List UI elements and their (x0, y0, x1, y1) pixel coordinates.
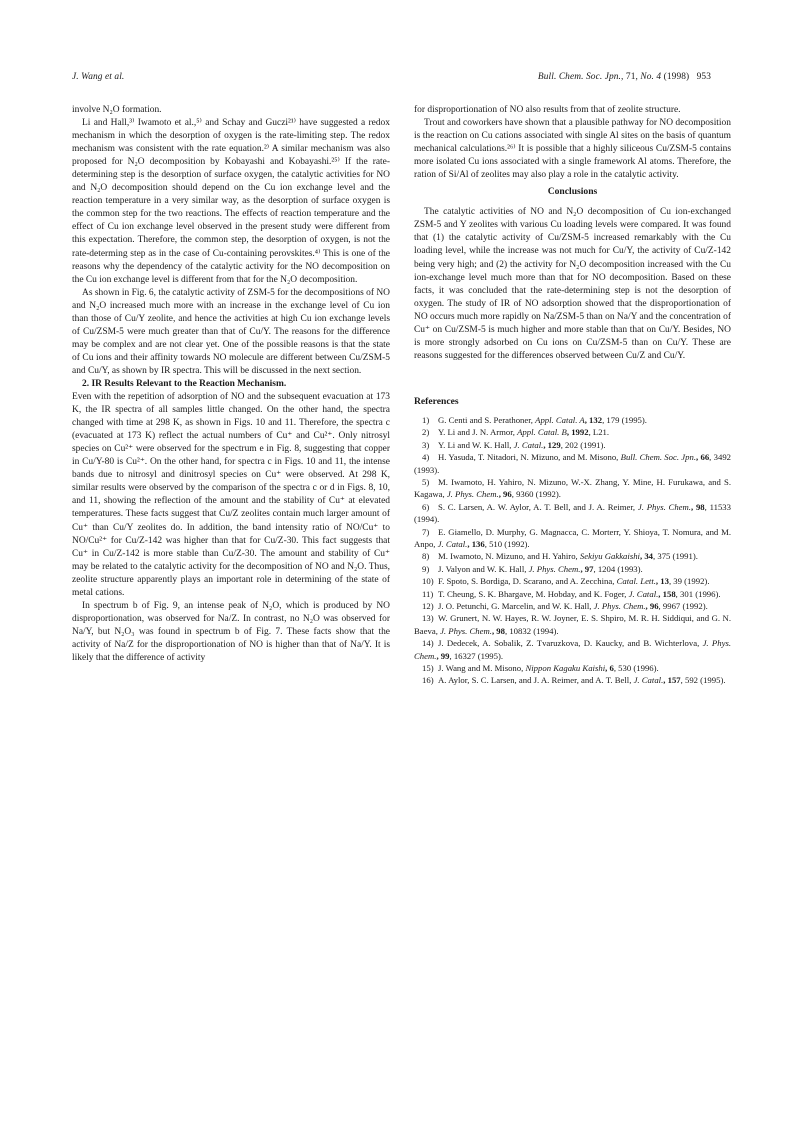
reference-journal: J. Catal. (437, 539, 468, 549)
reference-item (414, 674, 731, 686)
reference-volume: , 34 (639, 551, 653, 562)
reference-pages: , 10832 (1994). (504, 625, 559, 636)
running-header-authors: J. Wang et al. (72, 72, 125, 82)
paragraph: Trout and coworkers have shown that a plausible pathway for NO decomposition is the reaction on Cu cations associated with single Al sites on the basis of quantum mechanical calculations.²⁶⁾ It is possible that a highly siliceous Cu/ZSM-5 contains more isolated Cu ions associated with a single framework Al atoms. Therefore, the ration of Si/Al of zeolites may also play a role in the catalytic activity. (414, 118, 731, 181)
journal-year: (1998) (663, 72, 690, 82)
reference-number: 3) (422, 439, 430, 450)
paragraph: The catalytic activities of NO and N₂O decomposition of Cu ion-exchanged ZSM-5 and Y zeolites with various Cu loading levels were compared. It was found that (1) the catalytic activity of Cu/ZSM-5 increased remarkably with the Cu loading level, while the increase was not much for Cu/Y, the activity of Cu/Z-142 being very high; and (2) the activity for N₂O decomposition increased with the Cu ion-exchange level much more than that for NO decomposition. Based on these facts, it was concluded that the rate-determining step is not the desorption of oxygen. The study of IR of NO adsorption showed that the disproportionation of NO occurs much more rapidly on Na/ZSM-5 than on Na/Y and the concentration of Cu⁺ on Cu/ZSM-5 is much higher and more stable than that on Cu/Y. Besides, NO is more strongly adsorbed on Cu ions on Cu/ZSM-5 than on Cu/Y. These are reasons suggested for the differences observed between Cu/Z and Cu/Y. (414, 207, 731, 361)
reference-journal: J. Catal. (513, 439, 544, 450)
reference-journal: Nippon Kagaku Kaishi (525, 663, 606, 674)
reference-item (414, 426, 731, 438)
reference-item (414, 550, 731, 562)
reference-authors: S. C. Larsen, A. W. Aylor, A. T. Bell, and J. A. Reimer, (438, 501, 638, 512)
reference-item (414, 439, 731, 451)
reference-authors: H. Yasuda, T. Nitadori, N. Mizuno, and M. Misono, (438, 452, 621, 463)
section-heading: 2. IR Results Relevant to the Reaction Mechanism. (82, 378, 287, 389)
reference-number: 2) (422, 427, 430, 438)
left-column (72, 104, 390, 665)
paragraph: In spectrum b of Fig. 9, an intense peak of N₂O, which is produced by NO disproportionation, was observed for Na/Z. In contrast, no N₂O was observed for Na/Y, but N₂O₃ was found in spectrum b of Fig. 7. These facts show that the activity of Na/Z for the disproportionation of NO is higher than that of Na/Y. It is likely that the difference of activity (72, 600, 390, 663)
journal-name: Bull. Chem. Soc. Jpn., (537, 72, 624, 82)
reference-volume: , 97 (580, 563, 594, 574)
reference-number: 4) (422, 452, 430, 463)
reference-volume: , 13 (655, 576, 669, 587)
reference-journal: Appl. Catal. B (517, 427, 567, 438)
reference-item (414, 501, 731, 526)
reference-volume: , 132 (584, 414, 603, 425)
paragraph: Even with the repetition of adsorption of NO and the subsequent evacuation at 173 K, the IR spectra of all samples little changed. On the other hand, the spectra changed with time at 298 K, as shown in Figs. 10 and 11. Therefore, the spectra c (evacuated at 173 K) reflect the actual numbers of Cu⁺ and Cu²⁺. Only nitrosyl species on Cu²⁺ were observed for the spectrum e in Fig. 8, suggesting that copper in Cu/Y-80 is Cu²⁺. On the other hand, for spectra c in Figs. 10 and 11, the intense bands due to nitrosyl and dinitrosyl species on Cu⁺ were observed. At 298 K, similar results were observed by the comparison of the spectra c or d in Figs. 8, 10, and 11, showing the reflection of the amount and the stability of Cu⁺ at elevated temperatures. These facts suggest that Cu/Z zeolites contain much larger amount of Cu⁺ than Cu/Y zeolites do. In addition, the band intensity ratio of NO/Cu⁺ to NO/Cu²⁺ for Cu/Z-142 was higher than that for Cu/Z-30. This fact suggests that Cu⁺ in Cu/Z-142 is more stable than Cu/Z-30. The amount and stability of Cu⁺ may be related to the catalytic activity for the decomposition of NO and N₂O. Thus, zeolite structure apparently plays an important role in determining of the state of metal cations. (72, 392, 390, 598)
journal-issue: No. 4 (640, 72, 662, 82)
reference-number: 5) (422, 476, 430, 487)
reference-pages: , 39 (1992). (668, 576, 710, 587)
reference-volume: , 98 (491, 625, 505, 636)
reference-authors: M. Iwamoto, H. Yahiro, N. Mizuno, W.-X. Zhang, Y. Mine, H. Furukawa, and S. Kagawa, (414, 476, 731, 500)
reference-journal: J. Phys. Chem. (440, 625, 492, 636)
reference-journal: J. Phys. Chem. (446, 489, 499, 500)
reference-pages: , 16327 (1995). (449, 650, 504, 661)
journal-volume: 71, (625, 72, 638, 82)
reference-authors: F. Spoto, S. Bordiga, D. Scarano, and A. Zecchina, (438, 576, 617, 587)
right-column (414, 104, 731, 687)
reference-journal: Sekiyu Gakkaishi (579, 551, 640, 562)
reference-journal: Catal. Lett. (616, 576, 656, 587)
reference-number: 11) (422, 588, 434, 599)
reference-volume: , 157 (663, 675, 681, 686)
reference-pages: , 202 (1991). (560, 439, 606, 450)
reference-volume: , 99 (436, 650, 450, 661)
reference-authors: T. Cheung, S. K. Bhargave, M. Hobday, and K. Foger, (438, 588, 629, 599)
reference-journal: J. Catal. (628, 588, 659, 599)
paragraph: Li and Hall,³⁾ Iwamoto et al.,⁵⁾ and Schay and Guczi²¹⁾ have suggested a redox mechanism in which the desorption of oxygen is the rate-limiting step. The redox mechanism was consistent with the rate equation.²⁾ A similar mechanism was also proposed for N₂O decomposition by Kobayashi and Kobayashi.²⁵⁾ If the rate-determining step is the desorption of surface oxygen, the catalytic activities for NO and N₂O decomposition should depend on the Cu ion exchange level and the reaction temperature in a very similar way, as the desorption of surface oxygen is the common step for the two reactions. The effects of reaction temperature and the effect of Cu ion exchange level observed in the present study were different from this expectation. Therefore, the common step, the desorption of oxygen, is not the rate-determing step as in the case of Cu-containing perovskites.⁴⁾ This is one of the reasons why the dependency of the catalytic activity for the NO decomposition on the Cu ion exchange level is different from that for the N₂O decomposition. (72, 118, 390, 285)
conclusions-heading: Conclusions (547, 186, 598, 198)
reference-pages: , 9360 (1992). (511, 489, 561, 500)
reference-item (414, 637, 731, 662)
reference-authors: G. Centi and S. Perathoner, (438, 414, 536, 425)
reference-pages: , 592 (1995). (680, 675, 726, 686)
reference-journal: J. Catal. (633, 675, 664, 686)
reference-authors: Y. Li and J. N. Armor, (438, 427, 518, 438)
reference-pages: , 3492 (1993). (414, 452, 732, 475)
reference-authors: Y. Li and W. K. Hall, (438, 439, 514, 450)
reference-item (414, 451, 731, 476)
reference-number: 8) (422, 551, 430, 562)
reference-number: 9) (422, 563, 430, 574)
paragraph: As shown in Fig. 6, the catalytic activity of ZSM-5 for the decompositions of NO and N₂O increased much more with an increase in the exchange level of Cu ion than those of Cu/Y zeolite, and hence the activities at high Cu ion exchange levels of Cu/ZSM-5 were much greater than that of Cu/Y. The reasons for the difference may be complex and are not clear yet. One of the possible reasons is that the state of Cu ions and their affinity towards NO molecule are different between Cu/ZSM-5 and Cu/Y, as shown by IR spectra. This will be discussed in the next section. (72, 287, 390, 376)
reference-pages: , 1204 (1993). (593, 563, 643, 574)
reference-number: 6) (422, 501, 430, 512)
reference-pages: , 9967 (1992). (658, 601, 708, 612)
reference-pages: , 375 (1991). (653, 551, 698, 562)
reference-number: 7) (422, 526, 430, 537)
page-number: 953 (696, 72, 711, 82)
reference-volume: , 136 (467, 539, 485, 549)
reference-pages: , 179 (1995). (602, 414, 647, 425)
reference-number: 13) (422, 613, 434, 624)
reference-item (414, 563, 731, 575)
reference-volume: , 96 (645, 601, 659, 612)
reference-authors: J. Valyon and W. K. Hall, (438, 563, 529, 574)
paragraph: involve N₂O formation. (72, 105, 162, 115)
reference-pages: , 530 (1996). (613, 663, 659, 674)
reference-journal: Bull. Chem. Soc. Jpn. (620, 452, 697, 463)
reference-item (414, 575, 731, 587)
reference-journal: J. Phys. Chem. (637, 501, 691, 512)
reference-volume: , 158 (658, 588, 676, 599)
reference-number: 16) (422, 675, 434, 686)
reference-journal: J. Phys. Chem. (528, 563, 581, 574)
reference-authors: A. Aylor, S. C. Larsen, and J. A. Reimer, and A. T. Bell, (438, 675, 634, 686)
reference-journal: J. Phys. Chem. (414, 638, 731, 661)
reference-volume: , 129 (543, 439, 561, 450)
reference-item (414, 588, 731, 600)
reference-item (414, 476, 731, 501)
reference-authors: J. Wang and M. Misono, (438, 663, 526, 674)
reference-volume: , 96 (498, 489, 512, 500)
reference-authors: J. O. Petunchi, G. Marcelin, and W. K. Hall, (438, 601, 594, 612)
reference-item (414, 526, 731, 551)
reference-item (414, 414, 731, 426)
reference-authors: M. Iwamoto, N. Mizuno, and H. Yahiro, (438, 551, 580, 562)
reference-volume: , 6 (605, 663, 614, 674)
reference-number: 12) (422, 601, 434, 612)
reference-number: 14) (422, 638, 434, 649)
reference-number: 1) (422, 414, 430, 425)
reference-item (414, 600, 731, 612)
reference-pages: , 11533 (1994). (414, 501, 731, 525)
reference-journal: J. Phys. Chem. (593, 601, 646, 612)
reference-authors: W. Grunert, N. W. Hayes, R. W. Joyner, E. S. Shpiro, M. R. H. Siddiqui, and G. N. Baeva, (414, 613, 731, 636)
reference-pages: , 301 (1996). (675, 588, 721, 599)
reference-number: 15) (422, 663, 434, 674)
reference-pages: , L21. (588, 427, 610, 438)
reference-journal: Appl. Catal. A (535, 414, 585, 425)
reference-authors: E. Giamello, D. Murphy, G. Magnacca, C. Morterr, Y. Shioya, T. Nomura, and M. Anpo, (414, 526, 731, 549)
reference-pages: , 510 (1992). (484, 539, 530, 549)
references-list (414, 414, 731, 687)
reference-volume: , 98 (690, 501, 705, 512)
reference-number: 10) (422, 576, 434, 587)
paragraph: for disproportionation of NO also results from that of zeolite structure. (414, 105, 681, 115)
reference-item (414, 612, 731, 637)
reference-item (414, 662, 731, 674)
references-heading: References (414, 395, 459, 407)
reference-authors: J. Dedecek, A. Sobalik, Z. Tvaruzkova, D. Kaucky, and B. Wichterlova, (438, 638, 703, 649)
reference-volume: , 66 (696, 452, 710, 463)
running-header-journal (538, 72, 711, 82)
reference-volume: , 1992 (566, 427, 589, 438)
